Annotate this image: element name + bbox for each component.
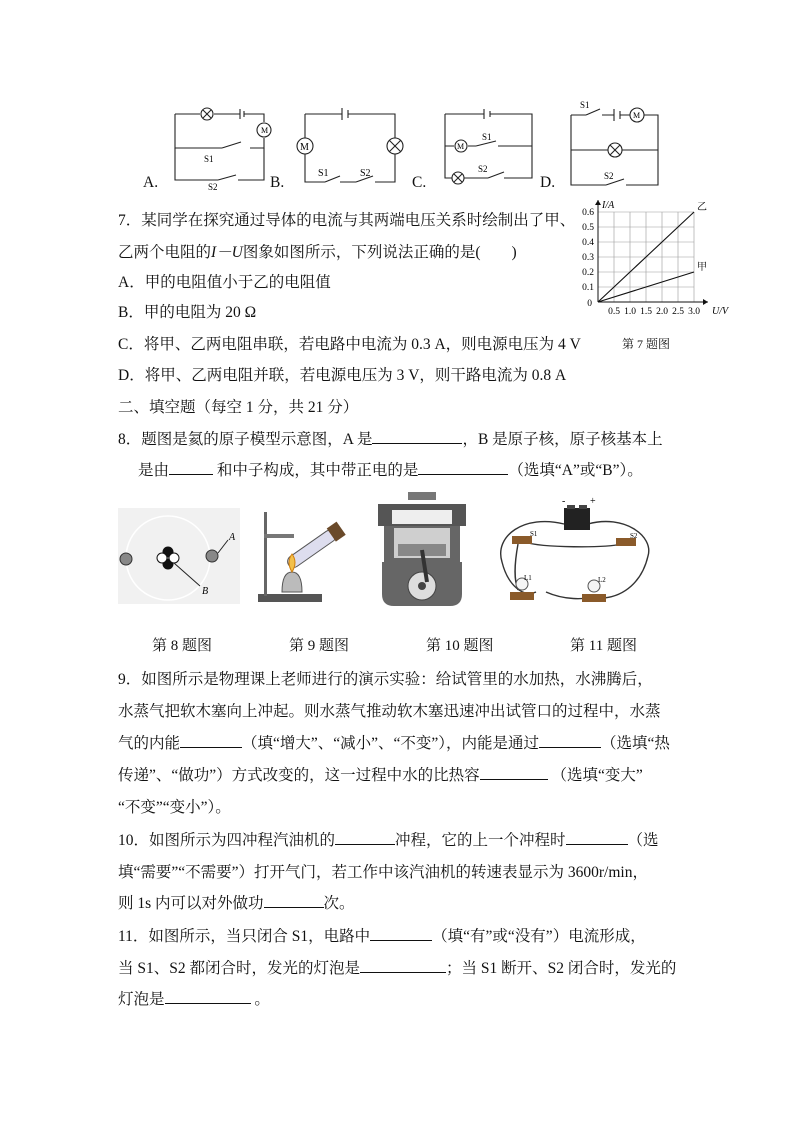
iu-chart <box>560 198 740 322</box>
atom-label-a: A <box>229 532 236 543</box>
x-tick-label: 2.0 <box>656 307 668 317</box>
series-label-0: 乙 <box>697 202 707 213</box>
svg-text:S2: S2 <box>604 171 614 181</box>
q10-blank-1[interactable] <box>335 829 395 846</box>
q9-line5: “不变”“变小”）。 <box>118 799 231 816</box>
q7-option-c: C．将甲、乙两电阻串联，若电路中电流为 0.3 A，则电源电压为 4 V <box>118 336 581 353</box>
test-tube-figure <box>254 506 354 606</box>
option-c-label: C. <box>412 174 427 191</box>
q9-line1: 9．如图所示是物理课上老师进行的演示实验：给试管里的水加热，水沸腾后， <box>118 671 653 688</box>
option-d-label: D. <box>540 174 556 191</box>
y-axis-label: I/A <box>602 200 615 211</box>
circuit-diagram-a <box>140 100 280 195</box>
q11-line3: 灯泡是 。 <box>118 987 270 1009</box>
svg-text:S2: S2 <box>478 164 488 174</box>
svg-text:M: M <box>457 142 465 151</box>
svg-text:S1: S1 <box>482 132 492 142</box>
y-tick-label: 0.4 <box>582 238 594 248</box>
svg-text:S1: S1 <box>580 100 590 110</box>
fig9-caption: 第 9 题图 <box>289 638 350 654</box>
battery-minus-label: - <box>562 496 566 507</box>
x-tick-label: 3.0 <box>688 307 700 317</box>
circuit-diagram-c <box>440 100 540 195</box>
svg-text:S1: S1 <box>318 168 329 179</box>
q7-option-d: D．将甲、乙两电阻并联，若电源电压为 3 V，则干路电流为 0.8 A <box>118 367 567 384</box>
physical-circuit-figure <box>484 496 660 608</box>
q10-line2: 填“需要”“不需要”）打开气门，若工作中该汽油机的转速表显示为 3600r/min， <box>118 864 648 881</box>
svg-text:M: M <box>633 111 641 120</box>
q7-stem-line2: 乙两个电阻的I－U图象如图所示，下列说法正确的是( ) <box>118 244 517 261</box>
q8-line1: 8．题图是氦的原子模型示意图，A 是 ，B 是原子核，原子核基本上 <box>118 427 663 449</box>
circuit-diagram-d <box>566 100 666 195</box>
y-tick-label: 0.3 <box>582 253 594 263</box>
svg-text:S2: S2 <box>360 168 371 179</box>
q10-blank-2[interactable] <box>566 829 628 846</box>
svg-text:M: M <box>300 142 309 153</box>
origin-label: 0 <box>587 299 592 309</box>
q9-blank-1[interactable] <box>180 732 242 749</box>
series-label-1: 甲 <box>697 262 707 273</box>
motor-label: M <box>261 126 269 135</box>
q7-stem-line1: 7．某同学在探究通过导体的电流与其两端电压关系时绘制出了甲、 <box>118 212 576 229</box>
fig11-l1-label: L1 <box>524 574 532 582</box>
fig10-caption: 第 10 题图 <box>426 638 494 654</box>
switch-s1-label: S1 <box>204 154 214 164</box>
helium-atom-figure <box>118 508 240 604</box>
y-tick-label: 0.5 <box>582 223 594 233</box>
q11-blank-3[interactable] <box>165 988 251 1005</box>
fig11-l2-label: L2 <box>598 576 606 584</box>
engine-figure <box>372 490 472 608</box>
y-axis-arrow <box>595 200 601 205</box>
q9-line3: 气的内能 （填“增大”、“减小”、“不变”），内能是通过 （选填“热 <box>118 731 670 753</box>
q11-blank-1[interactable] <box>370 925 432 942</box>
x-axis-label: U/V <box>712 306 729 317</box>
atom-label-b: B <box>202 586 209 597</box>
fig11-caption: 第 11 题图 <box>570 638 637 654</box>
q11-line1: 11．如图所示，当只闭合 S1，电路中 （填“有”或“没有”）电流形成， <box>118 924 646 946</box>
x-tick-label: 1.5 <box>640 307 652 317</box>
q7-option-b: B．甲的电阻为 20 Ω <box>118 304 257 321</box>
circuit-diagram-b <box>290 100 420 195</box>
q11-line2: 当 S1、S2 都闭合时，发光的灯泡是 ；当 S1 断开、S2 闭合时，发光的 <box>118 956 676 978</box>
q10-line3: 则 1s 内可以对外做功 次。 <box>118 891 355 913</box>
option-a-label: A. <box>143 174 159 191</box>
x-tick-label: 1.0 <box>624 307 636 317</box>
q8-blank-2[interactable] <box>169 459 213 476</box>
q9-blank-3[interactable] <box>480 764 548 781</box>
y-tick-label: 0.6 <box>582 208 594 218</box>
q7-figure-caption: 第 7 题图 <box>622 337 671 351</box>
q9-line4: 传递”、“做功”）方式改变的，这一过程中水的比热容 （选填“变大” <box>118 763 643 785</box>
q10-line1: 10．如图所示为四冲程汽油机的 冲程，它的上一个冲程时 （选 <box>118 828 659 850</box>
section-2-title: 二、填空题（每空 1 分，共 21 分） <box>118 399 359 416</box>
q10-blank-3[interactable] <box>264 892 324 909</box>
battery-plus-label: + <box>590 496 596 507</box>
iu-symbol: I－U <box>211 244 243 261</box>
y-tick-label: 0.2 <box>582 268 594 278</box>
fig8-caption: 第 8 题图 <box>152 638 213 654</box>
q8-blank-1[interactable] <box>372 428 462 445</box>
fig11-s2-label: S2 <box>630 532 638 540</box>
x-tick-label: 2.5 <box>672 307 684 317</box>
x-tick-label: 0.5 <box>608 307 620 317</box>
q11-blank-2[interactable] <box>360 957 446 974</box>
q8-blank-3[interactable] <box>418 459 508 476</box>
fig11-s1-label: S1 <box>530 530 538 538</box>
option-b-label: B. <box>270 174 285 191</box>
q9-blank-2[interactable] <box>539 732 601 749</box>
y-tick-label: 0.1 <box>582 283 594 293</box>
x-axis-arrow <box>703 299 708 305</box>
q8-line2: 是由 和中子构成，其中带正电的是 （选填“A”或“B”）。 <box>138 458 643 480</box>
q7-option-a: A．甲的电阻值小于乙的电阻值 <box>118 274 331 291</box>
switch-s2-label: S2 <box>208 182 218 192</box>
q9-line2: 水蒸气把软木塞向上冲起。则水蒸气推动软木塞迅速冲出试管口的过程中，水蒸 <box>118 703 661 720</box>
